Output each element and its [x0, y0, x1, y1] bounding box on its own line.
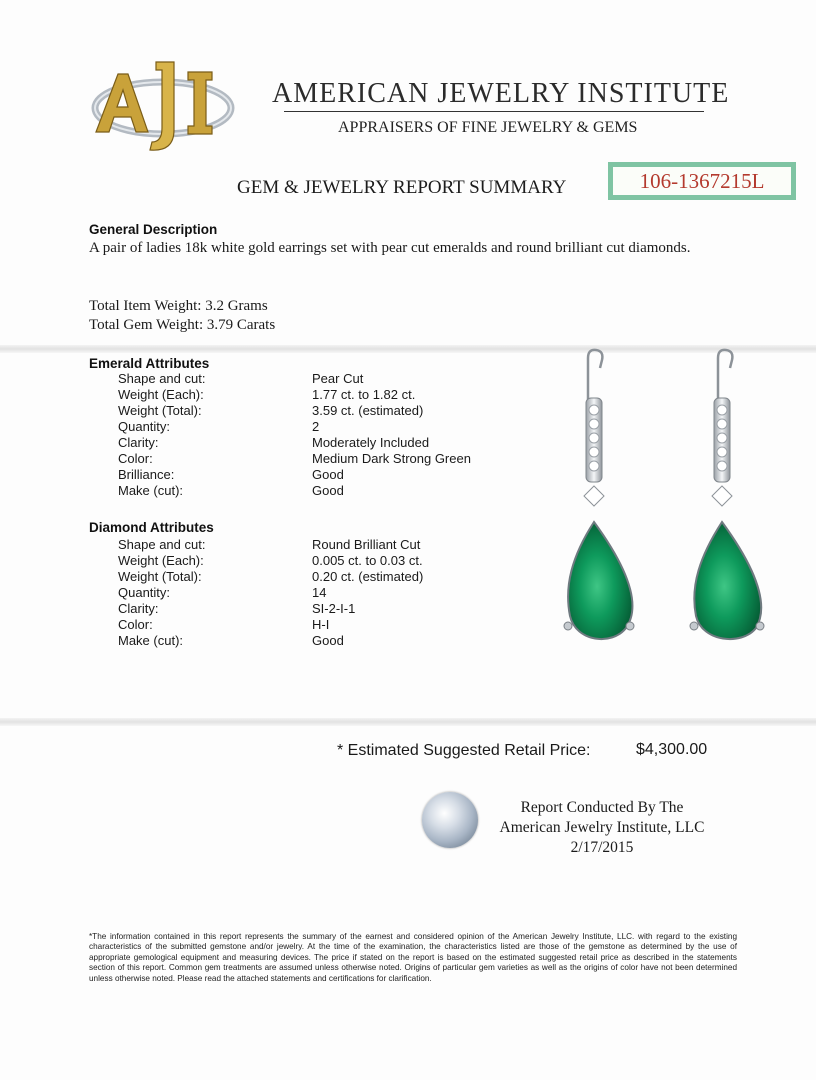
- attr-value: Medium Dark Strong Green: [312, 451, 471, 466]
- retail-price-value: $4,300.00: [636, 741, 708, 758]
- attr-label: Make (cut):: [118, 483, 184, 498]
- attr-value: Good: [312, 483, 344, 498]
- earring-left: [564, 350, 634, 639]
- attr-label: Quantity:: [118, 585, 171, 600]
- attr-value: 1.77 ct. to 1.82 ct.: [312, 387, 416, 402]
- conducted-line-2: American Jewelry Institute, LLC: [499, 819, 705, 836]
- attr-label: Color:: [118, 451, 153, 466]
- total-gem-weight: Total Gem Weight: 3.79 Carats: [89, 317, 276, 333]
- attr-row: [118, 569, 518, 585]
- aji-logo: [88, 52, 238, 160]
- organization-name: AMERICAN JEWELRY INSTITUTE: [272, 78, 730, 109]
- hologram-seal: [422, 792, 478, 848]
- organization-tagline: APPRAISERS OF FINE JEWELRY & GEMS: [338, 119, 638, 136]
- paper-fold: [0, 718, 816, 726]
- attr-value: Round Brilliant Cut: [312, 537, 421, 552]
- attr-row: [118, 553, 518, 569]
- attr-label: Clarity:: [118, 601, 159, 616]
- attr-value: 0.005 ct. to 0.03 ct.: [312, 553, 423, 568]
- attr-value: 14: [312, 585, 327, 600]
- attr-label: Color:: [118, 617, 153, 632]
- attr-value: 0.20 ct. (estimated): [312, 569, 424, 584]
- report-date: 2/17/2015: [570, 839, 634, 856]
- attr-value: Good: [312, 633, 344, 648]
- disclaimer-text: *The information contained in this report represents the summary of the earnest and considered opinion of the American Jewelry Institute, LLC. with regard to the existing characteristics of the submitted gemstone and/or jewelry. At the time of the examination, the characteristics listed are those of the gemstone as determined by the use of appropriate gemological equipment and measuring devices. The price if stated on the report is based on the estimated suggested retail price as described in the statements section of this report. Common gem treatments are assumed unless otherwise noted. Origins of particular gem varieties as well as the origins of color have not been determined unless otherwise noted. Please read the attached statements and certifications for clarification.: [89, 932, 737, 983]
- total-item-weight: Total Item Weight: 3.2 Grams: [89, 298, 268, 314]
- attr-value: Good: [312, 467, 344, 482]
- attr-label: Weight (Each):: [118, 553, 204, 568]
- attr-label: Brilliance:: [118, 467, 175, 482]
- attr-row: [118, 633, 518, 649]
- attr-value: 3.59 ct. (estimated): [312, 403, 424, 418]
- attr-row: [118, 601, 518, 617]
- attr-row: [118, 451, 518, 467]
- attr-row: [118, 403, 518, 419]
- emerald-attributes-table: [118, 371, 518, 499]
- attr-row: [118, 467, 518, 483]
- report-conducted-by: [486, 798, 718, 858]
- attr-row: [118, 483, 518, 499]
- attr-value: H-I: [312, 617, 330, 632]
- general-description-heading: General Description: [89, 222, 218, 237]
- attr-label: Weight (Total):: [118, 569, 202, 584]
- attr-row: [118, 387, 518, 403]
- attr-row: [118, 371, 518, 387]
- attr-value: Moderately Included: [312, 435, 430, 450]
- retail-price-label: * Estimated Suggested Retail Price:: [337, 742, 591, 759]
- conducted-line-1: Report Conducted By The: [520, 799, 684, 816]
- diamond-attributes-table: [118, 537, 518, 649]
- attr-label: Shape and cut:: [118, 371, 206, 386]
- attr-label: Quantity:: [118, 419, 171, 434]
- diamond-attributes-heading: Diamond Attributes: [89, 520, 214, 535]
- report-number: 106-1367215L: [608, 162, 796, 200]
- attr-label: Clarity:: [118, 435, 159, 450]
- attr-label: Weight (Total):: [118, 403, 202, 418]
- attr-label: Make (cut):: [118, 633, 184, 648]
- report-title: GEM & JEWELRY REPORT SUMMARY: [237, 177, 567, 198]
- attr-value: 2: [312, 419, 320, 434]
- attr-value: Pear Cut: [312, 371, 364, 386]
- attr-row: [118, 617, 518, 633]
- attr-value: SI-2-I-1: [312, 601, 356, 616]
- attr-row: [118, 435, 518, 451]
- attr-row: [118, 419, 518, 435]
- earring-right: [690, 350, 764, 639]
- emerald-attributes-heading: Emerald Attributes: [89, 356, 210, 371]
- attr-row: [118, 585, 518, 601]
- attr-label: Shape and cut:: [118, 537, 206, 552]
- general-description-text: A pair of ladies 18k white gold earrings set with pear cut emeralds and round brilliant cut diamonds.: [89, 240, 691, 256]
- earrings-photo: [552, 346, 772, 656]
- attr-row: [118, 537, 518, 553]
- header-rule: [284, 111, 704, 112]
- attr-label: Weight (Each):: [118, 387, 204, 402]
